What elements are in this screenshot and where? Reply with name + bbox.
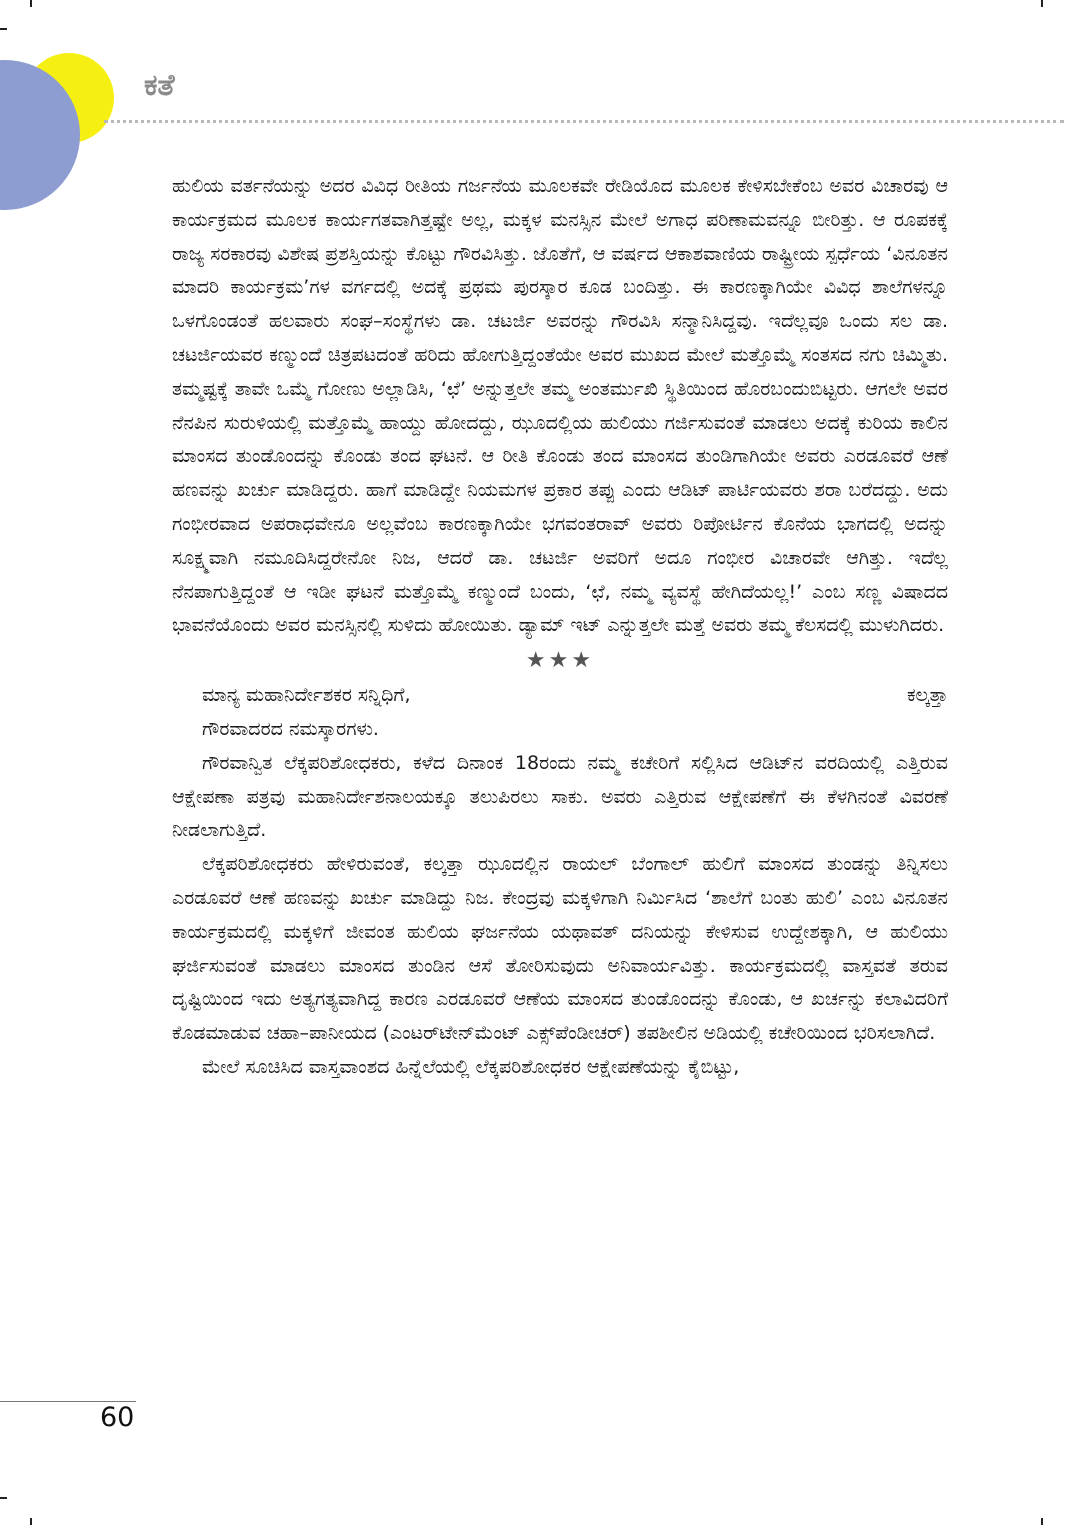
crop-mark-bottom-right (1041, 1518, 1043, 1525)
crop-mark-top-left (30, 0, 32, 7)
crop-mark-left-upper (0, 28, 7, 30)
section-separator: ★★★ (525, 648, 595, 674)
letter-address: ಮಾನ್ಯ ಮಹಾನಿರ್ದೇಶಕರ ಸನ್ನಿಧಿಗೆ, (202, 684, 411, 707)
letter-place: ಕಲ್ಕತ್ತಾ (906, 684, 948, 707)
letter-greeting: ಗೌರವಾದರದ ನಮಸ್ಕಾರಗಳು. (202, 717, 379, 740)
page-number: 60 (100, 1402, 135, 1433)
paragraph-3: ಲೆಕ್ಕಪರಿಶೋಧಕರು ಹೇಳಿರುವಂತೆ, ಕಲ್ಕತ್ತಾ ಝೂದಲ್ಲಿನ ರಾಯಲ್ ಬೆಂಗಾಲ್ ಹುಲಿಗೆ ಮಾಂಸದ ತುಂಡನ್ನು ತಿನ್ನಿಸಲು ಎರಡೂವರೆ ಆಣೆ ಹಣವನ್ನು ಖರ್ಚು ಮಾಡಿದ್ದು ನಿಜ. ಕೇಂದ್ರವು ಮಕ್ಕಳಿಗಾಗಿ ನಿರ್ಮಿಸಿದ ‘ಶಾಲೆಗೆ ಬಂತು ಹುಲಿ’ ಎಂಬ ವಿನೂತನ ಕಾರ್ಯಕ್ರಮದಲ್ಲಿ ಮಕ್ಕಳಿಗೆ ಜೀವಂತ ಹುಲಿಯ ಘರ್ಜನೆಯ ಯಥಾವತ್ ದನಿಯನ್ನು ಕೇಳಿಸುವ ಉದ್ದೇಶಕ್ಕಾಗಿ, ಆ ಹುಲಿಯು ಘರ್ಜಿಸುವಂತೆ ಮಾಡಲು ಮಾಂಸದ ತುಂಡಿನ ಆಸೆ ತೋರಿಸುವುದು ಅನಿವಾರ್ಯವಿತ್ತು. ಕಾರ್ಯಕ್ರಮದಲ್ಲಿ ವಾಸ್ತವತೆ ತರುವ ದೃಷ್ಟಿಯಿಂದ ಇದು ಅತ್ಯಗತ್ಯವಾಗಿದ್ದ ಕಾರಣ ಎರಡೂವರೆ ಆಣೆಯ ಮಾಂಸದ ತುಂಡೊಂದನ್ನು ಕೊಂಡು, ಆ ಖರ್ಚನ್ನು ಕಲಾವಿದರಿಗೆ ಕೊಡಮಾಡುವ ಚಹಾ–ಪಾನೀಯದ (ಎಂಟರ್‌ಟೇನ್‌ಮೆಂಟ್ ಎಕ್ಸ್‌ಪೆಂಡೀಚರ್) ತಪಶೀಲಿನ ಅಡಿಯಲ್ಲಿ ಕಚೇರಿಯಿಂದ ಭರಿಸಲಾಗಿದೆ. (172, 853, 948, 1045)
paragraph-1: ಹುಲಿಯ ವರ್ತನೆಯನ್ನು ಅದರ ವಿವಿಧ ರೀತಿಯ ಗರ್ಜನೆಯ ಮೂಲಕವೇ ರೇಡಿಯೊದ ಮೂಲಕ ಕೇಳಿಸಬೇಕೆಂಬ ಅವರ ವಿಚಾರವು ಆ ಕಾರ್ಯಕ್ರಮದ ಮೂಲಕ ಕಾರ್ಯಗತವಾಗಿತ್ತಷ್ಟೇ ಅಲ್ಲ, ಮಕ್ಕಳ ಮನಸ್ಸಿನ ಮೇಲೆ ಅಗಾಧ ಪರಿಣಾಮವನ್ನೂ ಬೀರಿತ್ತು. ಆ ರೂಪಕಕ್ಕೆ ರಾಜ್ಯ ಸರಕಾರವು ವಿಶೇಷ ಪ್ರಶಸ್ತಿಯನ್ನು ಕೊಟ್ಟು ಗೌರವಿಸಿತ್ತು. ಜೊತೆಗೆ, ಆ ವರ್ಷದ ಆಕಾಶವಾಣಿಯ ರಾಷ್ಟ್ರೀಯ ಸ್ಪರ್ಧೆಯ ‘ವಿನೂತನ ಮಾದರಿ ಕಾರ್ಯಕ್ರಮ’ಗಳ ವರ್ಗದಲ್ಲಿ ಅದಕ್ಕೆ ಪ್ರಥಮ ಪುರಸ್ಕಾರ ಕೂಡ ಬಂದಿತ್ತು. ಈ ಕಾರಣಕ್ಕಾಗಿಯೇ ವಿವಿಧ ಶಾಲೆಗಳನ್ನೂ ಒಳಗೊಂಡಂತೆ ಹಲವಾರು ಸಂಘ–ಸಂಸ್ಥೆಗಳು ಡಾ. ಚಟರ್ಜಿ ಅವರನ್ನು ಗೌರವಿಸಿ ಸನ್ಮಾನಿಸಿದ್ದವು. ಇದೆಲ್ಲವೂ ಒಂದು ಸಲ ಡಾ. ಚಟರ್ಜಿಯವರ ಕಣ್ಮುಂದೆ ಚಿತ್ರಪಟದಂತೆ ಹರಿದು ಹೋಗುತ್ತಿದ್ದಂತೆಯೇ ಅವರ ಮುಖದ ಮೇಲೆ ಮತ್ತೊಮ್ಮೆ ಸಂತಸದ ನಗು ಚಿಮ್ಮಿತು. ತಮ್ಮಷ್ಟಕ್ಕೆ ತಾವೇ ಒಮ್ಮೆ ಗೋಣು ಅಲ್ಲಾಡಿಸಿ, ‘ಛೆ’ ಅನ್ನುತ್ತಲೇ ತಮ್ಮ ಅಂತರ್ಮುಖಿ ಸ್ಥಿತಿಯಿಂದ ಹೊರಬಂದುಬಿಟ್ಟರು. ಆಗಲೇ ಅವರ ನೆನಪಿನ ಸುರುಳಿಯಲ್ಲಿ ಮತ್ತೊಮ್ಮೆ ಹಾಯ್ದು ಹೋದದ್ದು, ಝೂದಲ್ಲಿಯ ಹುಲಿಯು ಗರ್ಜಿಸುವಂತೆ ಮಾಡಲು ಅದಕ್ಕೆ ಕುರಿಯ ಕಾಲಿನ ಮಾಂಸದ ತುಂಡೊಂದನ್ನು ಕೊಂಡು ತಂದ ಘಟನೆ. ಆ ರೀತಿ ಕೊಂಡು ತಂದ ಮಾಂಸದ ತುಂಡಿಗಾಗಿಯೇ ಅವರು ಎರಡೂವರೆ ಆಣೆ ಹಣವನ್ನು ಖರ್ಚು ಮಾಡಿದ್ದರು. ಹಾಗೆ ಮಾಡಿದ್ದೇ ನಿಯಮಗಳ ಪ್ರಕಾರ ತಪ್ಪು ಎಂದು ಆಡಿಟ್ ಪಾರ್ಟಿಯವರು ಶರಾ ಬರೆದದ್ದು. ಅದು ಗಂಭೀರವಾದ ಅಪರಾಧವೇನೂ ಅಲ್ಲವೆಂಬ ಕಾರಣಕ್ಕಾಗಿಯೇ ಭಗವಂತರಾವ್ ಅವರು ರಿಪೋರ್ಟಿನ ಕೊನೆಯ ಭಾಗದಲ್ಲಿ ಅದನ್ನು ಸೂಕ್ಷ್ಮವಾಗಿ ನಮೂದಿಸಿದ್ದರೇನೋ ನಿಜ, ಆದರೆ ಡಾ. ಚಟರ್ಜಿ ಅವರಿಗೆ ಅದೂ ಗಂಭೀರ ವಿಚಾರವೇ ಆಗಿತ್ತು. ಇದೆಲ್ಲ ನೆನಪಾಗುತ್ತಿದ್ದಂತೆ ಆ ಇಡೀ ಘಟನೆ ಮತ್ತೊಮ್ಮೆ ಕಣ್ಮುಂದೆ ಬಂದು, ‘ಛೆ, ನಮ್ಮ ವ್ಯವಸ್ಥೆ ಹೇಗಿದೆಯಲ್ಲ!’ ಎಂಬ ಸಣ್ಣ ವಿಷಾದದ ಭಾವನೆಯೊಂದು ಅವರ ಮನಸ್ಸಿನಲ್ಲಿ ಸುಳಿದು ಹೋಯಿತು. ಡ್ಯಾಮ್ ಇಟ್ ಎನ್ನುತ್ತಲೇ ಮತ್ತೆ ಅವರು ತಮ್ಮ ಕೆಲಸದಲ್ಲಿ ಮುಳುಗಿದರು. (172, 175, 948, 637)
letter-header (172, 679, 948, 713)
crop-mark-left-lower (0, 1497, 7, 1499)
paragraph-2: ಗೌರವಾನ್ವಿತ ಲೆಕ್ಕಪರಿಶೋಧಕರು, ಕಳೆದ ದಿನಾಂಕ 18ರಂದು ನಮ್ಮ ಕಚೇರಿಗೆ ಸಲ್ಲಿಸಿದ ಆಡಿಟ್‌ನ ವರದಿಯಲ್ಲಿ ಎತ್ತಿರುವ ಆಕ್ಷೇಪಣಾ ಪತ್ರವು ಮಹಾನಿರ್ದೇಶನಾಲಯಕ್ಕೂ ತಲುಪಿರಲು ಸಾಕು. ಅವರು ಎತ್ತಿರುವ ಆಕ್ಷೇಪಣೆಗೆ ಈ ಕೆಳಗಿನಂತೆ ವಿವರಣೆ ನೀಡಲಾಗುತ್ತಿದೆ. (172, 751, 948, 842)
section-title: ಕತೆ (144, 68, 175, 103)
header-dotted-rule (104, 120, 1064, 123)
body-text (172, 170, 948, 1085)
crop-mark-bottom-left (30, 1518, 32, 1525)
crop-mark-top-right (1041, 0, 1043, 7)
paragraph-4: ಮೇಲೆ ಸೂಚಿಸಿದ ವಾಸ್ತವಾಂಶದ ಹಿನ್ನೆಲೆಯಲ್ಲಿ ಲೆಕ್ಕಪರಿಶೋಧಕರ ಆಕ್ಷೇಪಣೆಯನ್ನು ಕೈಬಿಟ್ಟು, (202, 1055, 740, 1078)
